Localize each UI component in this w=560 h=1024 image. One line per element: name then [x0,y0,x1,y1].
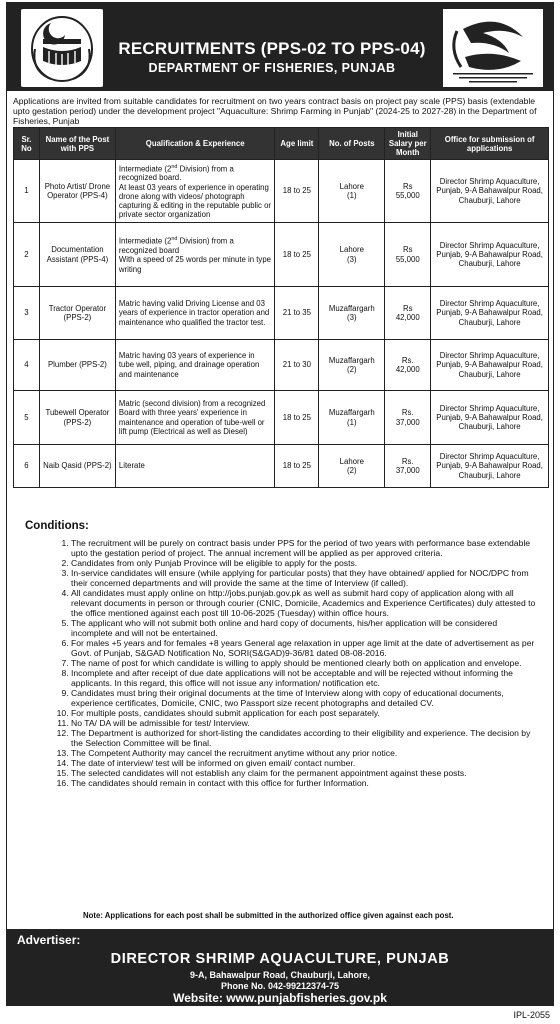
cell-post: Tractor Operator (PPS-2) [39,287,115,340]
cell-posts [319,391,385,445]
cell-qualification: Matric (second division) from a recognized Board with three years' experience in maintenance and operation of tube-well or lift pump (Electrical as well as Diesel) [115,391,275,445]
salary-amount: 55,000 [395,191,420,200]
station: Muzaffargarh [328,303,375,313]
currency: Rs [402,245,413,255]
cell-post: Tubewell Operator (PPS-2) [39,391,115,445]
cell-sr: 1 [14,160,40,223]
cell-office: Director Shrimp Aquaculture, Punjab, 9-A Bahawalpur Road, Chauburji, Lahore [431,160,549,223]
cell-age: 21 to 30 [275,340,319,391]
currency: Rs [402,181,413,191]
post-count: (2) [347,466,357,475]
cell-sr: 2 [14,223,40,287]
cell-posts [319,160,385,223]
cell-posts [319,287,385,340]
advertiser-phone: Phone No. 042-99212374-75 [220,981,340,991]
cell-qualification: Matric having valid Driving License and 03 years of experience in tractor operation and maintenance who qualified the tractor test. [115,287,275,340]
cell-qualification: Intermediate (2nd Division) from a recognized board. At least 03 years of experience in operating drone along with videos/ photograph capturing & editing in the reputable public or private sector organization [115,160,275,223]
header-salary: Initial Salary per Month [385,128,431,160]
condition-item: 13. The Competent Authority may cancel the recruitment anytime without any prior notice. [71,748,537,758]
condition-item: 15. The selected candidates will not establish any claim for the permanent appointment against these posts. [71,768,537,778]
cell-sr: 3 [14,287,40,340]
cell-post: Plumber (PPS-2) [39,340,115,391]
advertiser-address: 9-A, Bahawalpur Road, Chauburji, Lahore, [189,970,371,980]
cell-age: 18 to 25 [275,223,319,287]
page-title: RECRUITMENTS (PPS-02 TO PPS-04) [118,39,426,58]
currency: Rs. [401,456,414,466]
post-count: (1) [347,191,357,200]
table-row [14,160,549,223]
cell-posts [319,340,385,391]
cell-qualification: Literate [115,445,275,488]
punjab-government-logo [21,9,103,87]
cell-salary [385,223,431,287]
advertiser-label: Advertiser: [17,933,81,947]
header-post-name: Name of the Post with PPS [39,128,115,160]
cell-salary [385,391,431,445]
cell-posts [319,445,385,488]
currency: Rs [402,303,413,313]
cell-post: Naib Qasid (PPS-2) [39,445,115,488]
currency: Rs. [401,355,414,365]
condition-item: 11. No TA/ DA will be admissible for test/ Interview. [71,718,537,728]
cell-posts [319,223,385,287]
table-row [14,287,549,340]
cell-sr: 5 [14,391,40,445]
table-row [14,223,549,287]
advertiser-name: DIRECTOR SHRIMP AQUACULTURE, PUNJAB [110,951,450,967]
condition-item: 4. All candidates must apply online on http://jobs.punjab.gov.pk as well as submit hard copy of application along with all relevant documents in person or through courier (CNIC, Domicile, Academics and Experience Certificates) duly attested to the office mentioned against each post till 10-06-2025 (Tuesday) within office hours. [71,588,537,618]
condition-item: 12. The Department is authorized for short-listing the candidates according to their eligibility and experience. The decision by the Selection Committee will be final. [71,728,537,748]
cell-salary [385,287,431,340]
salary-amount: 42,000 [395,365,420,374]
cell-post: Photo Artist/ Drone Operator (PPS-4) [39,160,115,223]
cell-office: Director Shrimp Aquaculture, Punjab, 9-A Bahawalpur Road, Chauburji, Lahore [431,340,549,391]
cell-salary [385,160,431,223]
conditions-list [55,538,537,788]
table-row [14,391,549,445]
table-header-row [14,128,549,160]
condition-item: 7. The name of post for which candidate is willing to apply should be mentioned clearly both on application and envelope. [71,658,537,668]
cell-qualification: Matric having 03 years of experience in tube well, piping, and drainage operation and maintenance [115,340,275,391]
salary-amount: 37,000 [395,417,420,427]
salary-amount: 37,000 [395,466,420,475]
cell-office: Director Shrimp Aquaculture, Punjab, 9-A Bahawalpur Road, Chauburji, Lahore [431,223,549,287]
advertisement-page [6,2,554,1006]
condition-item: 5. The applicant who will not submit both online and hard copy of documents, his/her application will be considered incomplete and will not be entertained. [71,618,537,638]
condition-item: 6. For males +5 years and for females +8 years General age relaxation in upper age limit at the date of advertisement as per Govt. of Punjab, S&GAD Notification No, SORI(S&GAD)9-36/81 dated 08-08-2016. [71,638,537,658]
shrimp-aquaculture-logo [443,9,543,87]
salary-amount: 55,000 [395,254,420,264]
condition-item: 2. Candidates from only Punjab Province will be eligible to apply for the posts. [71,558,537,568]
header-banner [7,3,553,91]
cell-office: Director Shrimp Aquaculture, Punjab, 9-A Bahawalpur Road, Chauburji, Lahore [431,287,549,340]
currency: Rs. [401,408,414,418]
cell-age: 21 to 35 [275,287,319,340]
submission-note: Note: Applications for each post shall be submitted in the authorized office given against each post. [83,911,454,920]
cell-office: Director Shrimp Aquaculture, Punjab, 9-A Bahawalpur Road, Chauburji, Lahore [431,445,549,488]
cell-sr: 6 [14,445,40,488]
condition-item: 14. The date of interview/ test will be informed on given email/ contact number. [71,758,537,768]
intro-paragraph: Applications are invited from suitable candidates for recruitment on two years contract basis on project pay scale (PPS) basis (extendable upto gestation period) under the development project "Aquaculture: Shrimp Farming in Punjab" (2024-25 to 2027-28) in the Department of Fisheries, Punjab [13,96,537,126]
cell-age: 18 to 25 [275,391,319,445]
cell-age: 18 to 25 [275,160,319,223]
footer-banner [7,929,553,1005]
salary-amount: 42,000 [395,313,420,322]
station: Muzaffargarh [328,355,375,365]
condition-item: 16. The candidates should remain in contact with this office for further Information. [71,778,537,788]
cell-age: 18 to 25 [275,445,319,488]
header-sr-no: Sr. No [14,128,40,160]
posts-table [13,127,549,488]
condition-item: 3. In-service candidates will ensure (while applying for particular posts) that they have obtained/ applied for NOC/DPC from their concerned departments and will provide the same at the time of Interview (if called). [71,568,537,588]
condition-item: 10. For multiple posts, candidates should submit application for each post separately. [71,708,537,718]
table-row [14,445,549,488]
station: Lahore [339,245,364,255]
cell-salary [385,340,431,391]
header-office: Office for submission of applications [431,128,549,160]
header-qualification: Qualification & Experience [115,128,275,160]
advertiser-website: Website: www.punjabfisheries.gov.pk [173,991,387,1005]
conditions-heading: Conditions: [25,520,89,532]
header-age-limit: Age limit [275,128,319,160]
post-count: (2) [347,365,357,374]
cell-post: Documentation Assistant (PPS-4) [39,223,115,287]
cell-qualification: Intermediate (2nd Division) from a recognized board With a speed of 25 words per minute in type writing [115,223,275,287]
station: Lahore [339,456,364,466]
department-name: DEPARTMENT OF FISHERIES, PUNJAB [148,61,396,75]
station: Muzaffargarh [328,408,375,418]
ad-code: IPL-2055 [513,1010,550,1020]
condition-item: 8. Incomplete and after receipt of due date applications will not be acceptable and will be rejected without informing the applicants. In this regard, this office will not issue any information/ notification etc. [71,668,537,688]
station: Lahore [339,181,364,191]
post-count: (3) [347,313,357,322]
table-row [14,340,549,391]
cell-salary [385,445,431,488]
header-no-of-posts: No. of Posts [319,128,385,160]
condition-item: 9. Candidates must bring their original documents at the time of Interview along with copy of educational documents, experience certificates, Domicile, CNIC, two Passport size recent photographs and detailed CV. [71,688,537,708]
cell-office: Director Shrimp Aquaculture, Punjab, 9-A Bahawalpur Road, Chauburji, Lahore [431,391,549,445]
post-count: (3) [347,254,357,264]
post-count: (1) [347,417,357,427]
cell-sr: 4 [14,340,40,391]
condition-item: 1. The recruitment will be purely on contract basis under PPS for the period of two years with performance base extendable upto the gestation period of project. The annual increment will be applied as per approved criteria. [71,538,537,558]
